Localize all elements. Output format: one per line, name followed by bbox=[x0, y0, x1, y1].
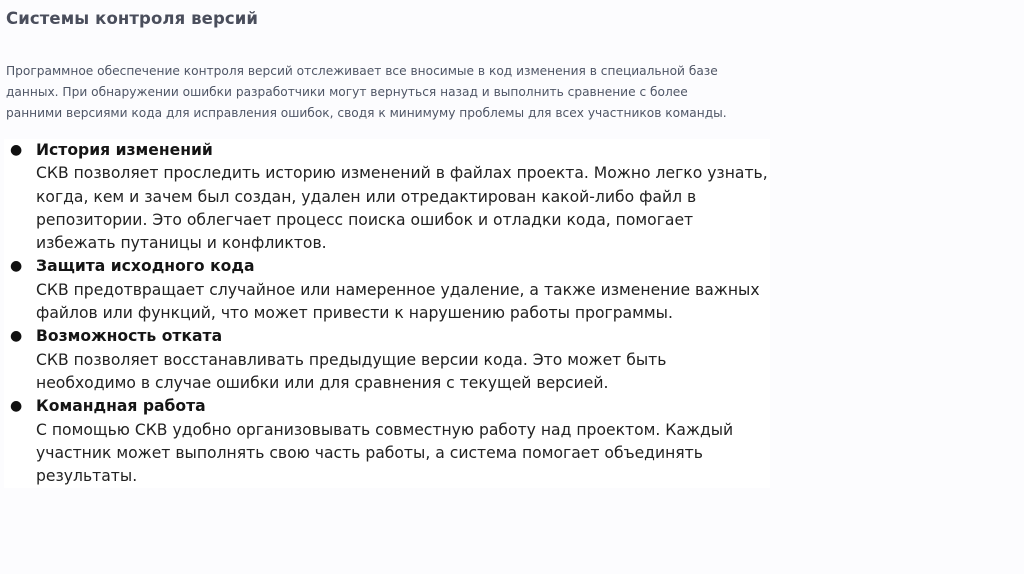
bullet-icon: ● bbox=[10, 328, 23, 345]
intro-paragraph: Программное обеспечение контроля версий отслеживает все вносимые в код изменения в специальной базе данных. При обнаружении ошибки разработчики могут вернуться назад и выполнить сравнение с более ранними версиями кода для исправления ошибок, сводя к минимуму проблемы для всех участников команды. bbox=[6, 64, 727, 120]
feature-title: Защита исходного кода bbox=[36, 257, 255, 276]
feature-item-source-protection bbox=[10, 255, 770, 325]
feature-item-rollback bbox=[10, 325, 770, 395]
bullet-icon: ● bbox=[10, 142, 23, 158]
feature-item-history bbox=[10, 139, 770, 255]
feature-description: СКВ позволяет проследить историю изменений в файлах проекта. Можно легко узнать, когда, кем и зачем был создан, удален или отредактирован какой-либо файл в репозитории. Это облегчает процесс поиска ошибок и отладки кода, помогает избежать путаницы и конфликтов. bbox=[36, 164, 768, 253]
feature-title: История изменений bbox=[36, 141, 213, 159]
bullet-icon: ● bbox=[10, 258, 23, 275]
feature-description: СКВ позволяет восстанавливать предыдущие версии кода. Это может быть необходимо в случае ошибки или для сравнения с текущей версией. bbox=[36, 350, 667, 392]
feature-list bbox=[10, 139, 770, 488]
bullet-icon: ● bbox=[10, 398, 23, 415]
page-title: Системы контроля версий bbox=[6, 9, 259, 28]
feature-title: Возможность отката bbox=[36, 327, 223, 346]
feature-description: С помощью СКВ удобно организовывать совместную работу над проектом. Каждый участник может выполнять свою часть работы, а система помогает объединять результаты. bbox=[36, 420, 734, 486]
feature-item-teamwork bbox=[10, 395, 770, 488]
feature-title: Командная работа bbox=[36, 397, 206, 416]
feature-description: СКВ предотвращает случайное или намеренное удаление, а также изменение важных файлов или функций, что может привести к нарушению работы программы. bbox=[36, 280, 760, 323]
